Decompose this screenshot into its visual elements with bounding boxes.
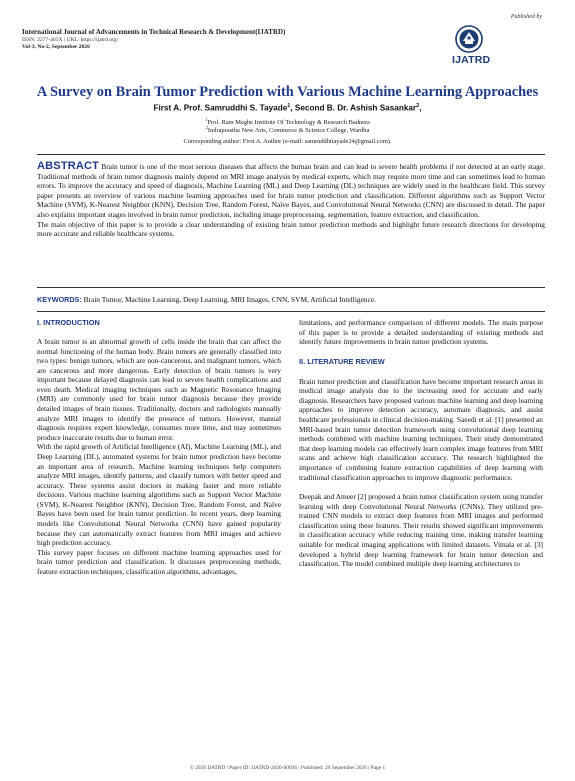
abstract (37, 162, 545, 239)
author-second: Second B. Dr. Ashish Sasankar (294, 103, 417, 113)
intro-paragraph-3: This survey paper focuses on different machine learning approaches used for brain tumor prediction and classification. It discusses preprocessing methods, feature extraction techniques, classification algorithms, advantages, (37, 547, 281, 576)
section-heading-introduction: I. INTRODUCTION (37, 318, 100, 327)
affiliation-2-mark: 2 (205, 125, 208, 130)
abstract-body: Brain tumor is one of the most serious diseases that affects the human brain and can lead to severe health problems if not detected at an early stage. Traditional methods of brain tumor diagnosis mainly depend on MRI image analysis by medical experts, which may require more time and can sometimes lead to human errors. To improve the accuracy and speed of diagnosis, Machine Learning (ML) and Deep Learning (DL) techniques are widely used in the healthcare field. This survey paper presents an overview of various machine learning approaches used for brain tumor prediction and classification. Different algorithms such as Support Vector Machine (SVM), K-Nearest Neighbor (KNN), Decision Tree, Random Forest, Naïve Bayes, and Convolutional Neural Networks (CNN) are discussed in detail. The paper also explains important stages involved in brain tumor prediction, including image preprocessing, segmentation, feature extraction, and classification. (37, 162, 545, 219)
publisher-block (452, 12, 560, 70)
journal-volume: Vol-3, No-2, September 2026 (22, 44, 90, 50)
divider (37, 311, 545, 312)
keywords (37, 295, 545, 305)
affiliation-2 (0, 124, 575, 135)
column-right (299, 318, 543, 569)
divider (37, 154, 545, 155)
author-separator: , (290, 103, 295, 113)
publisher-logo-text: IJATRD (452, 54, 491, 66)
affiliation-1-text: Prof. Ram Meghe Institute Of Technology & Research Badnera (207, 119, 370, 127)
keywords-label: KEYWORDS: (37, 295, 82, 304)
column-left (37, 318, 281, 576)
literature-paragraph-1: Brain tumor prediction and classification have become important research areas in medical image analysis due to the increasing need for accurate and early diagnosis. Researchers have proposed various machine learning and deep learning approaches to improve detection accuracy, automate diagnosis, and assist healthcare professionals in clinical decision-making. Saeedi et al. [1] presented an MRI-based brain tumor detection framework using convolutional deep learning methods combined with machine learning techniques. Their study demonstrated that deep learning models can effectively learn complex image features from MRI scans and achieve high classification accuracy. The research highlighted the importance of combining feature extraction capabilities of deep learning with traditional classification approaches to improve diagnostic performance. (299, 376, 543, 482)
journal-issn-url: ISSN: 2277-405X | URL: https://ijatrd.org/ (22, 37, 119, 43)
abstract-paragraph-1 (37, 162, 545, 220)
author-trail: , (419, 103, 422, 113)
keywords-text: Brain Tumor, Machine Learning, Deep Learning, MRI Images, CNN, SVM, Artificial Intelligence. (81, 295, 376, 304)
section-heading-literature-review: II. LITERATURE REVIEW (299, 356, 385, 366)
published-by-label: Published by (510, 14, 542, 20)
publisher-logo-icon (454, 24, 484, 54)
author-line (0, 103, 575, 113)
author-first: First A. Prof. Samruddhi S. Tayade (153, 103, 288, 113)
journal-name: International Journal of Advancements in Technical Research & Development(IJATRD) (22, 28, 286, 36)
corresponding-author: Corresponding author: First A. Author (e-mail: samruddhitayade24@gmail.com). (183, 138, 392, 145)
divider (37, 287, 545, 288)
paper-title: A Survey on Brain Tumor Prediction with Various Machine Learning Approaches (36, 84, 539, 100)
author-second-mark: 2 (416, 103, 420, 109)
abstract-paragraph-2: The main objective of this paper is to provide a clear understanding of existing brain tumor prediction methods and highlight future research directions for developing more accurate and reliable healthcare systems. (37, 219, 545, 239)
journal-header (22, 28, 402, 51)
intro-paragraph-2: With the rapid growth of Artificial Intelligence (AI), Machine Learning (ML), and Deep Learning (DL), automated systems for brain tumor prediction have become an important area of research. Machine learning techniques help computers analyze MRI images, identify patterns, and classify tumors with better speed and accuracy. These systems assist doctors in making faster and more reliable decisions. Various machine learning algorithms such as Support Vector Machine (SVM), K-Nearest Neighbor (KNN), Decision Tree, Random Forest, and Naïve Bayes have been used for brain tumor prediction. In recent years, deep learning models like Convolutional Neural Networks (CNN) have gained popularity because they can automatically extract features from MRI images and achieve high prediction accuracy. (37, 442, 281, 548)
affiliation-2-text: Indraprastha New Arts, Commerce & Science College, Wardha (207, 127, 370, 135)
intro-paragraph-3-continued: limitations, and performance comparison of different models. The main purpose of this paper is to provide a detailed understanding of existing methods and identify future improvements in brain tumor prediction systems. (299, 318, 543, 347)
intro-paragraph-1: A brain tumor is an abnormal growth of cells inside the brain that can affect the normal functioning of the human body. Brain tumors are generally classified into two types: benign tumors, which are non-cancerous, and malignant tumors, which are cancerous and more dangerous. Early detection of brain tumors is very important because delayed diagnosis can lead to severe health complications and even death. Medical imaging techniques such as Magnetic Resonance Imaging (MRI) are commonly used for brain tumor diagnosis because they provide detailed images of brain tissues. Traditionally, doctors and radiologists manually analyze MRI images to identify the presence of tumors. However, manual diagnosis requires expert knowledge, consumes more time, and may sometimes produce inaccurate results due to human error. (37, 337, 281, 442)
abstract-heading: ABSTRACT (37, 160, 100, 172)
literature-paragraph-2: Deepak and Ameer [2] proposed a brain tumor classification system using transfer learning with deep Convolutional Neural Networks (CNNs). They utilized pre-trained CNN models to extract deep features from MRI images and performed classification using these features. Their results showed significant improvements in classification accuracy while reducing training time, making transfer learning suitable for medical imaging applications with limited datasets. Vimala et al. [3] developed a hybrid deep learning framework for brain tumor detection and classification. The model combined multiple deep learning architectures to (299, 492, 543, 569)
affiliation-1-mark: 1 (205, 117, 208, 122)
author-first-mark: 1 (287, 103, 291, 109)
page-footer: © 2026 IJATRD | Paper ID: IJATRD-2026-00036 | Published: 29 September 2026 | Page 1 (189, 765, 386, 771)
